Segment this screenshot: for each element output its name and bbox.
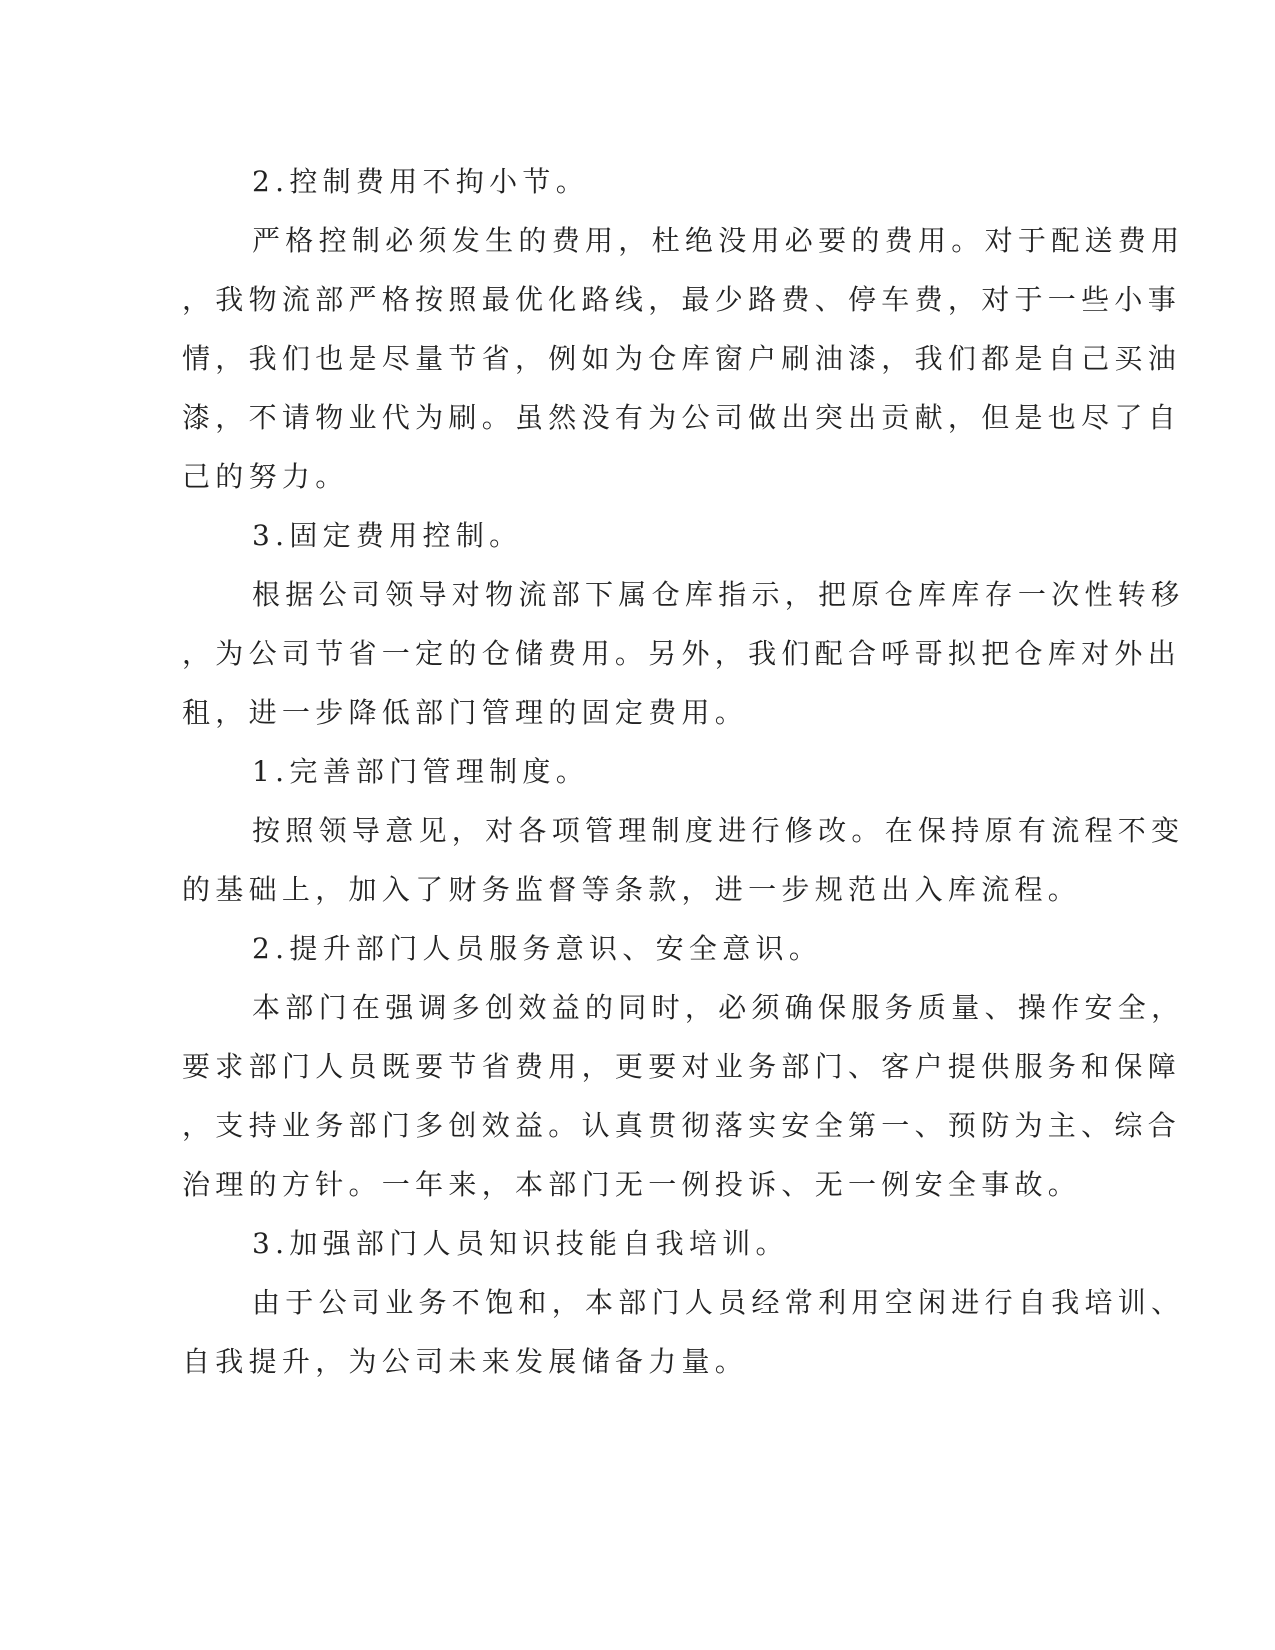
paragraph-line: 严格控制必须发生的费用，杜绝没用必要的费用。对于配送费用	[252, 224, 1185, 257]
paragraph-line: 由于公司业务不饱和，本部门人员经常利用空闲进行自我培训、	[252, 1286, 1185, 1319]
paragraph-line: 按照领导意见，对各项管理制度进行修改。在保持原有流程不变	[252, 814, 1185, 847]
heading-2-service-awareness: 2.提升部门人员服务意识、安全意识。	[252, 932, 823, 965]
paragraph-line: 自我提升，为公司未来发展储备力量。	[182, 1345, 749, 1378]
paragraph-line: 治理的方针。一年来，本部门无一例投诉、无一例安全事故。	[182, 1168, 1082, 1201]
paragraph-line: 漆，不请物业代为刷。虽然没有为公司做出突出贡献，但是也尽了自	[182, 401, 1182, 434]
heading-3-fixed-cost: 3.固定费用控制。	[252, 519, 523, 552]
paragraph-line: ，为公司节省一定的仓储费用。另外，我们配合呼哥拟把仓库对外出	[182, 637, 1182, 670]
heading-2-expense-control: 2.控制费用不拘小节。	[252, 165, 590, 198]
paragraph-line: 本部门在强调多创效益的同时，必须确保服务质量、操作安全，	[252, 991, 1185, 1024]
paragraph-line: 己的努力。	[182, 460, 349, 493]
paragraph-line: 要求部门人员既要节省费用，更要对业务部门、客户提供服务和保障	[182, 1050, 1182, 1083]
heading-1-management-system: 1.完善部门管理制度。	[252, 755, 590, 788]
paragraph-line: 的基础上，加入了财务监督等条款，进一步规范出入库流程。	[182, 873, 1082, 906]
paragraph-line: 租，进一步降低部门管理的固定费用。	[182, 696, 749, 729]
paragraph-line: 情，我们也是尽量节省，例如为仓库窗户刷油漆，我们都是自己买油	[182, 342, 1182, 375]
heading-3-skill-training: 3.加强部门人员知识技能自我培训。	[252, 1227, 789, 1260]
paragraph-line: ，支持业务部门多创效益。认真贯彻落实安全第一、预防为主、综合	[182, 1109, 1182, 1142]
paragraph-line: ，我物流部严格按照最优化路线，最少路费、停车费，对于一些小事	[182, 283, 1182, 316]
paragraph-line: 根据公司领导对物流部下属仓库指示，把原仓库库存一次性转移	[252, 578, 1185, 611]
